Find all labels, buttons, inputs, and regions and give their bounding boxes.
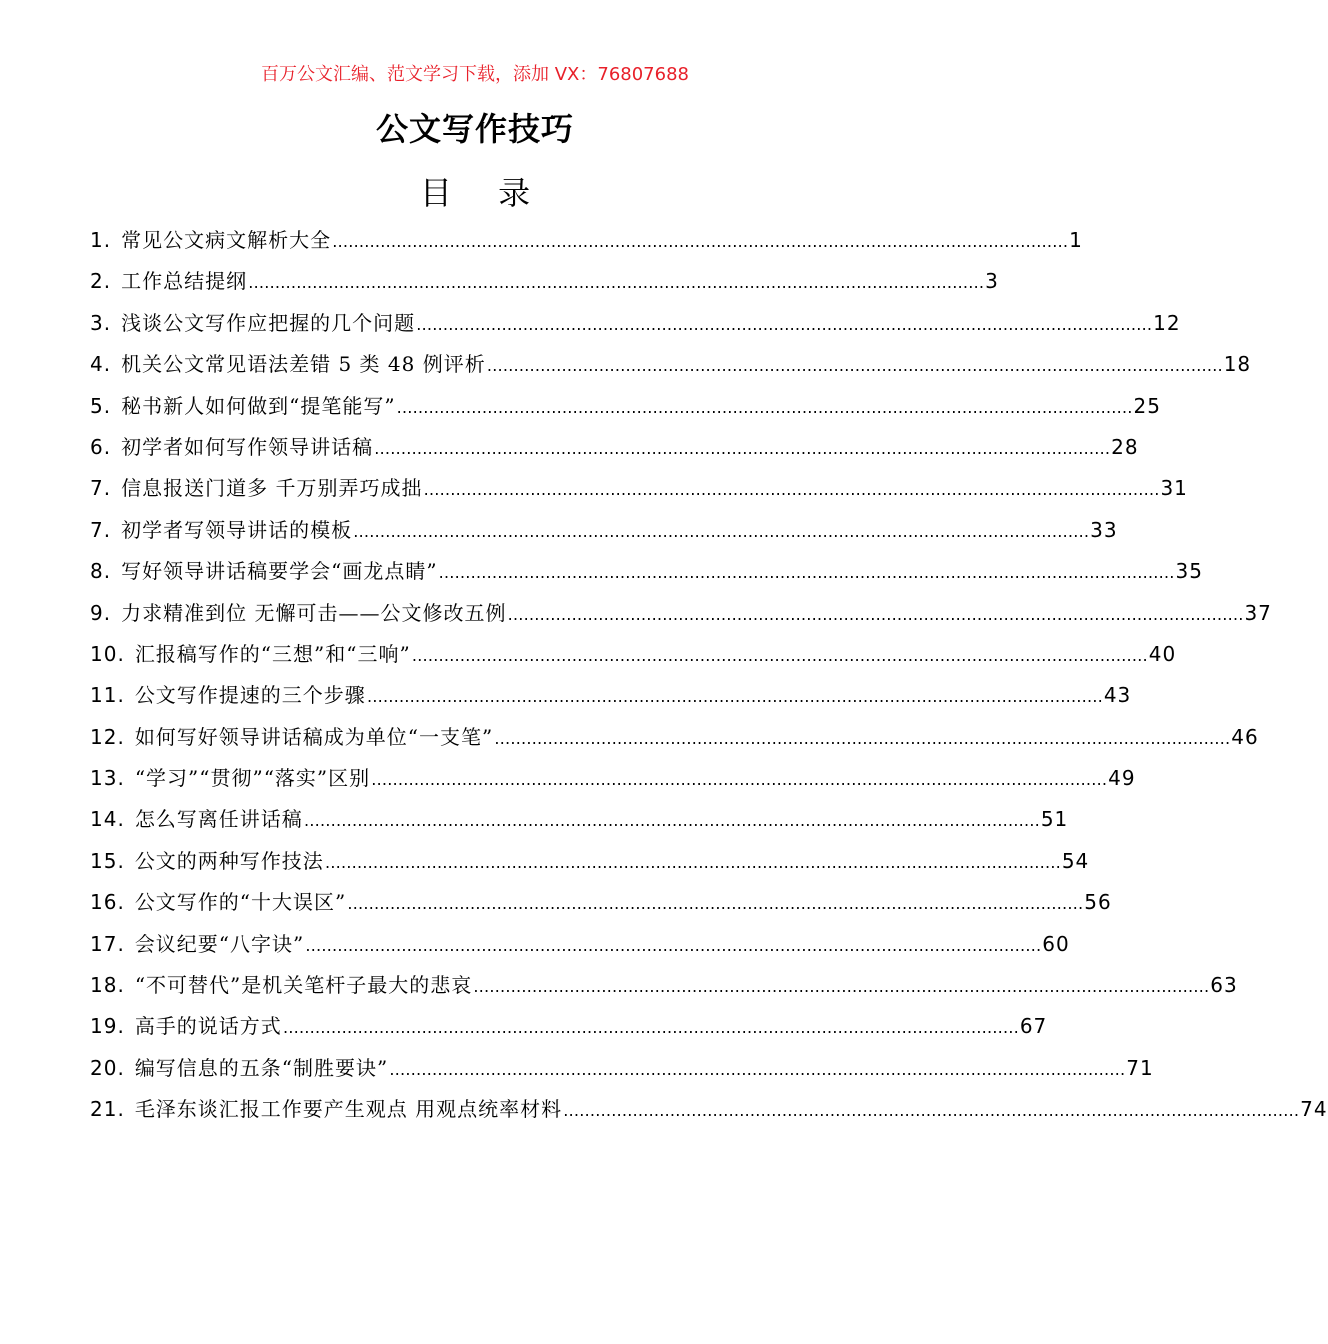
toc-title: 机关公文常见语法差错 5 类 48 例评析 [121,352,486,377]
toc-title: “不可替代”是机关笔杆子最大的悲哀 [134,973,473,998]
toc-entry[interactable] [90,801,1069,842]
toc-leader: ………………………………………………………………………………………………………………………… [563,1101,1300,1121]
toc-leader: ………………………………………………………………………………………………………………………… [494,728,1231,748]
toc-entry[interactable] [90,553,1203,594]
toc-page-number: 43 [1103,683,1132,708]
toc-entry[interactable] [90,1050,1154,1091]
toc-title: 汇报稿写作的“三想”和“三响” [134,641,411,666]
toc-entry[interactable] [90,677,1132,718]
toc-page-number: 54 [1061,848,1090,873]
toc-number: 6. [90,434,112,459]
toc-page-number: 56 [1084,890,1112,915]
toc-leader: ………………………………………………………………………………………………………………………… [374,438,1111,458]
toc-title: 高手的说话方式 [134,1014,282,1039]
toc-number: 3. [90,310,112,335]
toc-page-number: 35 [1175,559,1203,584]
toc-number: 20. [90,1055,125,1080]
toc-number: 2. [90,269,112,294]
toc-entry[interactable] [90,1008,1048,1049]
toc-title: 工作总结提纲 [121,269,248,294]
toc-title: 信息报送门道多 千万别弄巧成拙 [121,476,423,501]
toc-page-number: 31 [1160,476,1188,501]
toc-page-number: 33 [1090,517,1118,542]
toc-page-number: 1 [1069,228,1083,252]
toc-number: 10. [90,641,125,666]
toc-entry[interactable] [90,760,1136,801]
toc-number: 9. [90,600,112,625]
toc-leader: ………………………………………………………………………………………………………………………… [438,563,1175,583]
toc-leader: ………………………………………………………………………………………………………………………… [423,480,1160,500]
toc-title: “学习”“贯彻”“落实”区别 [134,766,371,791]
toc-number: 8. [90,559,112,584]
toc-page-number: 12 [1153,310,1181,335]
toc-number: 7. [90,517,112,542]
toc-title: 写好领导讲话稿要学会“画龙点睛” [121,559,438,584]
toc-leader: ………………………………………………………………………………………………………………………… [305,935,1042,955]
toc-leader: ………………………………………………………………………………………………………………………… [473,977,1210,997]
toc-title: 秘书新人如何做到“提笔能写” [121,393,396,418]
toc-leader: ………………………………………………………………………………………………………………………… [416,314,1153,334]
toc-entry[interactable] [90,388,1161,429]
toc-number: 11. [90,683,125,708]
toc-leader: ………………………………………………………………………………………………………………………… [486,356,1223,376]
toc-entry[interactable] [90,926,1070,967]
toc-entry[interactable] [90,843,1090,884]
toc-leader: ………………………………………………………………………………………………………………………… [371,770,1108,790]
toc-number: 4. [90,352,112,377]
toc-number: 5. [90,393,112,418]
toc-leader: ………………………………………………………………………………………………………………………… [389,1059,1126,1079]
toc-number: 14. [90,807,125,832]
toc-leader: ………………………………………………………………………………………………………………………… [507,604,1244,624]
toc-page-number: 25 [1133,393,1161,418]
toc-title: 力求精准到位 无懈可击——公文修改五例 [121,600,507,625]
toc-number: 17. [90,931,125,956]
toc-entry[interactable] [90,305,1181,346]
toc-leader: ………………………………………………………………………………………………………………………… [324,852,1061,872]
toc-page-number: 40 [1148,641,1177,666]
toc-page-number: 71 [1126,1055,1154,1080]
toc-entry[interactable] [90,719,1259,760]
toc-entry[interactable] [90,884,1112,925]
toc-leader: ………………………………………………………………………………………………………………………… [282,1018,1019,1038]
toc-entry[interactable] [90,967,1238,1008]
table-of-contents [90,222,1328,1133]
toc-leader: ………………………………………………………………………………………………………………………… [353,521,1090,541]
toc-title: 公文写作的“十大误区” [134,890,347,915]
toc-entry[interactable] [90,346,1252,387]
toc-number: 12. [90,724,125,749]
toc-entry[interactable] [90,222,1083,263]
toc-entry[interactable] [90,636,1177,677]
toc-leader: ………………………………………………………………………………………………………………………… [396,397,1133,417]
toc-title: 毛泽东谈汇报工作要产生观点 用观点统率材料 [134,1097,563,1122]
toc-page-number: 74 [1300,1097,1328,1122]
toc-title: 浅谈公文写作应把握的几个问题 [121,310,416,335]
toc-entry[interactable] [90,595,1272,636]
toc-page-number: 3 [985,269,999,294]
document-title: 公文写作技巧 [375,110,574,148]
toc-number: 1. [90,228,112,252]
toc-title: 常见公文病文解析大全 [121,228,332,252]
toc-title: 公文写作提速的三个步骤 [134,683,366,708]
toc-number: 16. [90,890,125,915]
toc-page-number: 67 [1019,1014,1048,1039]
toc-title: 初学者如何写作领导讲话稿 [121,434,374,459]
toc-page-number: 51 [1040,807,1069,832]
toc-page-number: 18 [1223,352,1252,377]
toc-leader: ………………………………………………………………………………………………………………………… [248,273,985,293]
toc-leader: ………………………………………………………………………………………………………………………… [411,645,1148,665]
toc-leader: ………………………………………………………………………………………………………………………… [303,811,1040,831]
toc-entry[interactable] [90,429,1139,470]
toc-number: 19. [90,1014,125,1039]
toc-page-number: 63 [1210,973,1238,998]
toc-page-number: 28 [1111,434,1139,459]
toc-number: 15. [90,848,125,873]
toc-entry[interactable] [90,512,1118,553]
toc-leader: ………………………………………………………………………………………………………………………… [332,232,1069,251]
toc-title: 如何写好领导讲话稿成为单位“一支笔” [134,724,494,749]
toc-number: 21. [90,1097,125,1122]
toc-title: 会议纪要“八字诀” [134,931,305,956]
toc-page-number: 60 [1042,931,1070,956]
toc-heading: 目 录 [419,174,549,212]
promo-banner: 百万公文汇编、范文学习下载，添加 VX：76807688 [261,64,689,85]
toc-page-number: 46 [1231,724,1259,749]
toc-number: 18. [90,973,125,998]
toc-leader: ………………………………………………………………………………………………………………………… [366,687,1103,707]
toc-title: 编写信息的五条“制胜要诀” [134,1055,389,1080]
toc-leader: ………………………………………………………………………………………………………………………… [347,894,1084,914]
toc-page-number: 49 [1108,766,1136,791]
toc-entry[interactable] [90,470,1188,511]
toc-title: 怎么写离任讲话稿 [134,807,303,832]
toc-number: 13. [90,766,125,791]
toc-number: 7. [90,476,112,501]
toc-entry[interactable] [90,263,999,304]
toc-page-number: 37 [1244,600,1272,625]
toc-title: 公文的两种写作技法 [134,848,324,873]
toc-title: 初学者写领导讲话的模板 [121,517,353,542]
toc-entry[interactable] [90,1091,1328,1132]
